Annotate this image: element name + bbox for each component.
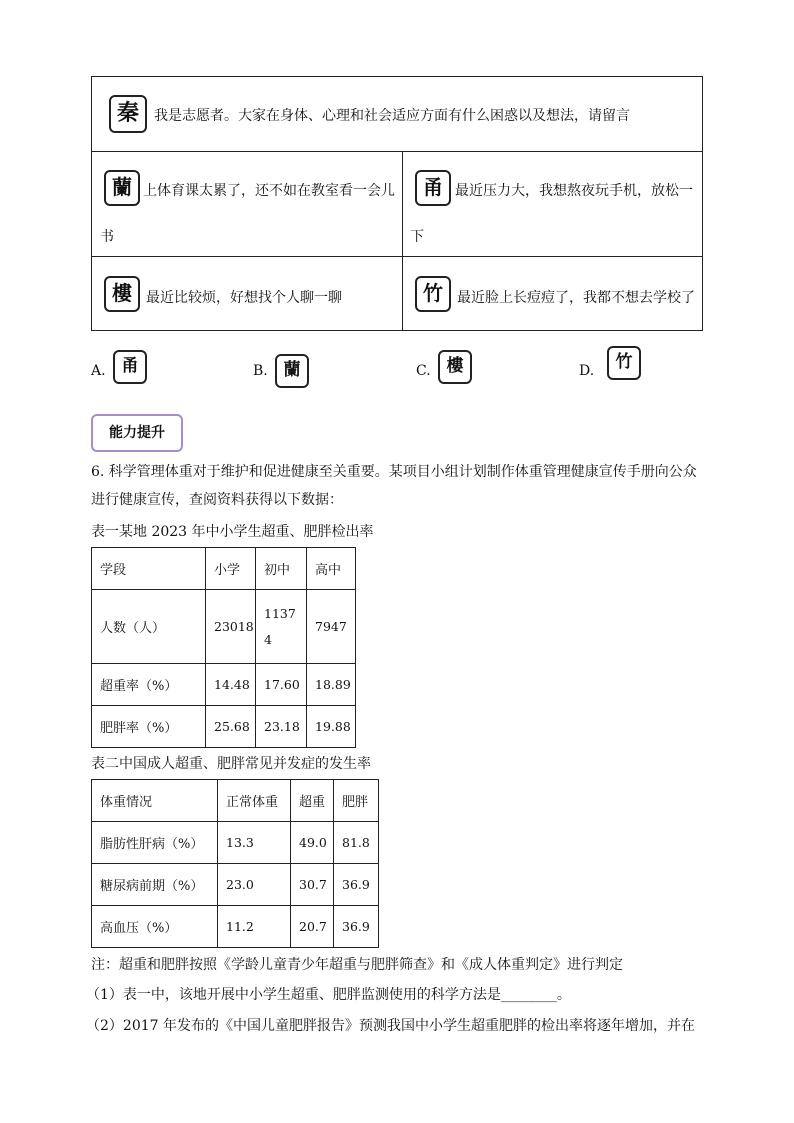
- table2-cell: 糖尿病前期（%）: [92, 864, 218, 906]
- table2-cell: 20.7: [291, 906, 334, 948]
- seal-qin-icon: 秦: [109, 95, 147, 133]
- table1-cell: 14.48: [206, 664, 256, 706]
- table1: [91, 547, 356, 748]
- table-row: [92, 590, 356, 664]
- table-row: [92, 864, 379, 906]
- option-c-seal-icon: 樓: [438, 350, 472, 384]
- table2-cell: 36.9: [334, 906, 379, 948]
- volunteer-cell: [92, 77, 703, 152]
- table2-caption: 表二中国成人超重、肥胖常见并发症的发生率: [91, 756, 371, 772]
- table2-cell: 高血压（%）: [92, 906, 218, 948]
- table1-cell: 肥胖率（%）: [92, 706, 206, 748]
- table1-header-cell: 初中: [256, 548, 307, 590]
- table1-cell: 人数（人）: [92, 590, 206, 664]
- table2-header-cell: 正常体重: [218, 780, 291, 822]
- seal-yong-icon: 甬: [415, 170, 451, 206]
- table-row: [92, 664, 356, 706]
- table1-cell: 超重率（%）: [92, 664, 206, 706]
- message-lan-line2: 书: [100, 229, 114, 245]
- table1-header-cell: 高中: [307, 548, 356, 590]
- option-c[interactable]: [416, 346, 536, 392]
- table2-cell: 脂肪性肝病（%）: [92, 822, 218, 864]
- option-b[interactable]: [253, 346, 373, 392]
- table1-cell: 18.89: [307, 664, 356, 706]
- table2-cell: 49.0: [291, 822, 334, 864]
- table1-cell: 17.60: [256, 664, 307, 706]
- option-a[interactable]: [91, 346, 211, 392]
- table-row: [92, 548, 356, 590]
- table1-cell: 25.68: [206, 706, 256, 748]
- table2-header-cell: 超重: [291, 780, 334, 822]
- section-badge: 能力提升: [91, 414, 183, 452]
- table-row: [92, 906, 379, 948]
- table2-header-cell: 肥胖: [334, 780, 379, 822]
- table1-cell: 23018: [206, 590, 256, 664]
- table1-header-cell: 学段: [92, 548, 206, 590]
- volunteer-message: 我是志愿者。大家在身体、心理和社会适应方面有什么困惑以及想法，请留言: [154, 108, 630, 124]
- message-cell-zhu: [403, 257, 703, 331]
- seal-zhu-icon: 竹: [415, 276, 451, 312]
- table1-cell: 19.88: [307, 706, 356, 748]
- option-d-letter: D.: [579, 363, 595, 379]
- table2-cell: 81.8: [334, 822, 379, 864]
- table1-cell-wrapped: [256, 590, 307, 664]
- seal-lou-icon: 樓: [104, 276, 140, 312]
- option-a-letter: A.: [91, 363, 106, 379]
- table-row: [92, 706, 356, 748]
- question-line2: 进行健康宣传，查阅资料获得以下数据：: [91, 492, 343, 508]
- sub-question-2: （2）2017 年发布的《中国儿童肥胖报告》预测我国中小学生超重肥胖的检出率将逐年增加，并在: [86, 1018, 695, 1034]
- table2-cell: 23.0: [218, 864, 291, 906]
- table2-cell: 11.2: [218, 906, 291, 948]
- option-d-seal-icon: 竹: [607, 346, 641, 380]
- table1-wrap-part2: 4: [264, 631, 272, 647]
- message-cell-yong: [403, 152, 703, 257]
- message-yong-line2: 下: [410, 229, 424, 245]
- message-cell-lan: [92, 152, 403, 257]
- table2: [91, 779, 379, 948]
- table2-cell: 13.3: [218, 822, 291, 864]
- answer-options: [91, 346, 711, 392]
- message-zhu: 最近脸上长痘痘了，我都不想去学校了: [457, 290, 695, 306]
- option-b-letter: B.: [253, 363, 268, 379]
- table-row: [92, 822, 379, 864]
- table1-header-cell: 小学: [206, 548, 256, 590]
- sub-question-1: （1）表一中，该地开展中小学生超重、肥胖监测使用的科学方法是________。: [86, 987, 571, 1003]
- option-b-seal-icon: 蘭: [275, 354, 309, 388]
- question-line1: 6. 科学管理体重对于维护和促进健康至关重要。某项目小组计划制作体重管理健康宣传手册向公众: [91, 464, 697, 480]
- table1-caption: 表一某地 2023 年中小学生超重、肥胖检出率: [91, 524, 374, 540]
- message-lou: 最近比较烦，好想找个人聊一聊: [146, 290, 342, 306]
- table-note: 注：超重和肥胖按照《学龄儿童青少年超重与肥胖筛查》和《成人体重判定》进行判定: [91, 957, 623, 973]
- table2-cell: 30.7: [291, 864, 334, 906]
- table2-header-cell: 体重情况: [92, 780, 218, 822]
- message-yong-line1: 最近压力大，我想熬夜玩手机，放松一: [455, 183, 693, 199]
- message-board-table: [91, 76, 703, 331]
- table1-wrap-part1: 1137: [264, 605, 296, 621]
- option-c-letter: C.: [416, 363, 431, 379]
- option-d[interactable]: [579, 346, 699, 392]
- message-cell-lou: [92, 257, 403, 331]
- table1-cell: 7947: [307, 590, 356, 664]
- option-a-seal-icon: 甬: [113, 350, 147, 384]
- message-lan-line1: 上体育课太累了，还不如在教室看一会儿: [143, 183, 395, 199]
- table1-cell: 23.18: [256, 706, 307, 748]
- table2-cell: 36.9: [334, 864, 379, 906]
- seal-lan-icon: 蘭: [104, 170, 140, 206]
- table-row: [92, 780, 379, 822]
